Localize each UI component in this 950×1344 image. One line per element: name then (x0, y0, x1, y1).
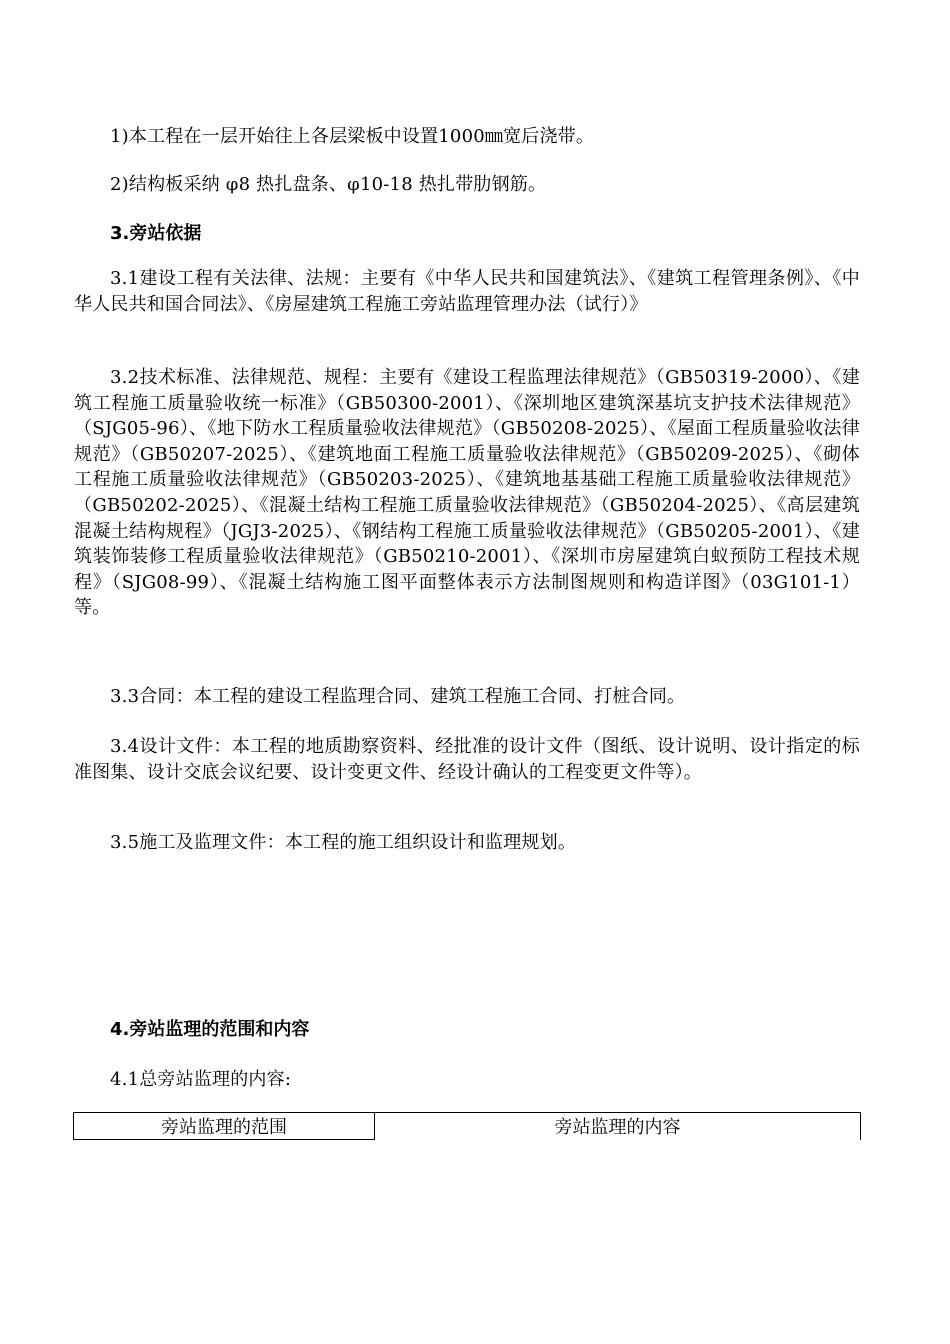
paragraph-rebar-spec: 2)结构板采纳 φ8 热扎盘条、φ10-18 热扎带肋钢筋。 (110, 174, 547, 195)
section-heading-basis: 3.旁站依据 (110, 223, 202, 244)
table-header-row (74, 1113, 861, 1140)
scope-content-table (73, 1112, 861, 1140)
paragraph-technical-standards: 3.2技术标准、法律规范、规程：主要有《建设工程监理法律规范》（GB50319-2000）、《建筑工程施工质量验收统一标准》（GB50300-2001）、《深圳地区建筑深基坑支护技术法律规范》（SJG05-96）、《地下防水工程质量验收法律规范》（GB50208-2025）、《屋面工程质量验收法律规范》（GB50207-2025）、《建筑地面工程施工质量验收法律规范》（GB50209-2025）、《砌体工程施工质量验收法律规范》（GB50203-2025）、《建筑地基基础工程施工质量验收法律规范》（GB50202-2025）、《混凝土结构工程施工质量验收法律规范》（GB50204-2025）、《高层建筑混凝土结构规程》（JGJ3-2025）、《钢结构工程施工质量验收法律规范》（GB50205-2001）、《建筑装饰装修工程质量验收法律规范》（GB50210-2001）、《深圳市房屋建筑白蚁预防工程技术规程》（SJG08-99）、《混凝土结构施工图平面整体表示方法制图规则和构造详图》（03G101-1）等。 (74, 367, 860, 619)
table-header-content: 旁站监理的内容 (375, 1113, 861, 1140)
paragraph-contracts: 3.3合同：本工程的建设工程监理合同、建筑工程施工合同、打桩合同。 (110, 686, 686, 707)
section-heading-scope: 4.旁站监理的范围和内容 (110, 1019, 310, 1040)
paragraph-design-documents: 3.4设计文件：本工程的地质勘察资料、经批准的设计文件（图纸、设计说明、设计指定的标准图集、设计交底会议纪要、设计变更文件、经设计确认的工程变更文件等）。 (74, 736, 860, 783)
table-header-scope: 旁站监理的范围 (74, 1113, 375, 1140)
paragraph-supervision-content: 4.1总旁站监理的内容: (110, 1069, 292, 1090)
paragraph-construction-documents: 3.5施工及监理文件：本工程的施工组织设计和监理规划。 (110, 832, 577, 853)
paragraph-laws-regulations: 3.1建设工程有关法律、法规：主要有《中华人民共和国建筑法》、《建筑工程管理条例》、《中华人民共和国合同法》、《房屋建筑工程施工旁站监理管理办法（试行）》 (74, 268, 860, 315)
paragraph-post-pour-strip: 1)本工程在一层开始往上各层梁板中设置1000㎜宽后浇带。 (110, 126, 595, 147)
